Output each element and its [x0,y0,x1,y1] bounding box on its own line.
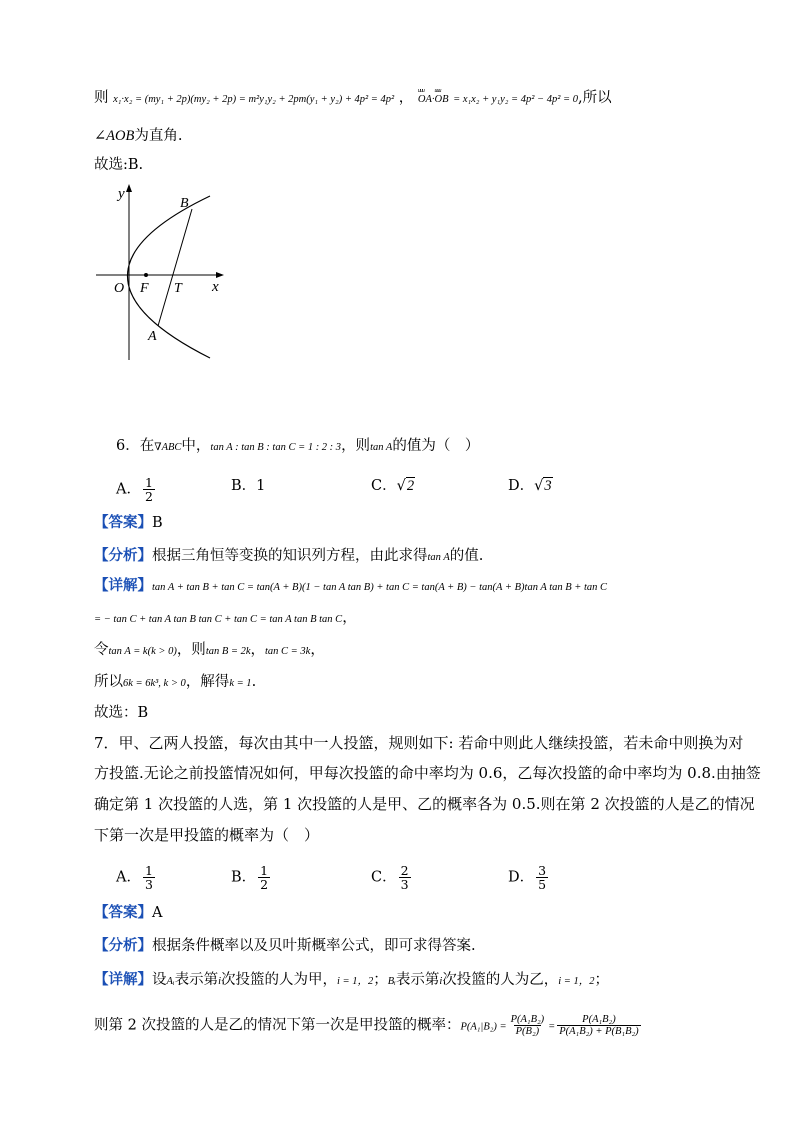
denominator: P(B₂) [515,1026,540,1037]
fraction [536,864,548,891]
text: 次投篮的人为乙， [442,972,559,988]
q6-triangle: ∇ABC [154,442,182,453]
analysis-tag: 【分析】 [94,937,152,954]
choice-label: B． [231,478,257,494]
q6-detail-1 [94,576,607,598]
answer-value: A [152,905,163,921]
answer-tag: 【答案】 [94,904,152,921]
question-6-stem [116,436,479,458]
math-i-range: i = 1，2 [558,976,595,987]
angle-aob: ∠AOB [94,128,135,144]
q7-choice-b [231,864,272,891]
q7-choice-d [508,864,550,891]
q7-text: 下第一次是甲投篮的概率为（ ） [94,826,320,844]
denominator: 5 [538,877,547,892]
fraction [143,476,155,503]
text: 表示第 [395,972,440,988]
q7-detail-2 [94,1014,643,1038]
punct: . [251,674,257,690]
q6-detail-3 [94,640,325,662]
vector-oa: uuu OA [418,90,432,110]
label-b: B [180,196,189,211]
punct: ， [310,642,325,658]
q7-text: 7．甲、乙两人投篮，每次由其中一人投篮，规则如下: 若命中则此人继续投篮，若未命中则换为对 [94,734,744,752]
q6-number: 6．在 [116,438,155,454]
answer-tag: 【答案】 [94,514,152,531]
q7-stem-3 [94,794,755,814]
label-y: y [118,186,125,202]
formula-dot-product: = x₁x₂ + y₁y₂ = 4p² − 4p² = 0 [453,94,578,105]
q6-text: 中， [181,438,211,454]
label-t: T [174,281,182,296]
label-o: O [114,281,125,296]
q7-stem-2 [94,763,761,783]
q7-stem-1 [94,733,743,753]
text-ze: 则 [94,90,109,106]
text: 设 [152,972,167,988]
y-axis-arrow [126,184,132,192]
numerator: P(A₁B₂) [582,1014,616,1025]
math-conditional-prob: P(A₁|B₂) = [460,1021,507,1033]
math-i: i [439,976,443,987]
q7-answer [94,903,162,923]
numerator: P(A₁B₂) [510,1014,545,1025]
radicand: 2 [406,478,415,494]
answer-value: B [152,515,163,531]
text: 次投篮的人为甲， [221,972,337,988]
q6-ratio: tan A : tan B : tan C = 1 : 2 : 3 [210,442,342,453]
math-ai: Aᵢ [166,976,175,987]
chord-ab [158,209,192,326]
numerator: 2 [400,863,409,878]
q6-final [94,703,148,723]
solution-line-2 [94,126,182,146]
punct: ； [594,972,610,988]
x-axis-arrow [216,272,224,278]
sqrt: √2 [396,478,415,494]
parabola-figure [90,180,230,365]
denominator: 2 [260,877,269,892]
numerator: 1 [144,863,153,878]
math-tan-c: tan C = 3k [265,646,311,657]
fraction-1 [509,1014,547,1037]
detail-formula-2: = − tan C + tan A tan B tan C + tan C = tan A tan B tan C [94,614,343,625]
math-i-range: i = 1，2 [337,976,374,987]
numerator: 3 [538,863,547,878]
q7-detail-1 [94,970,609,992]
choice-label: B． [231,869,257,886]
text: 则第 2 次投篮的人是乙的情况下第一次是甲投篮的概率： [94,1017,461,1034]
denominator: 2 [144,489,153,504]
fraction [399,864,411,891]
label-a: A [148,329,157,344]
analysis-text: 根据条件概率以及贝叶斯概率公式，即可求得答案. [152,938,476,954]
text: ，则 [176,642,206,658]
fraction [143,864,155,891]
denominator: 3 [400,877,409,892]
label-x: x [212,279,219,295]
choice-value: 1 [256,478,266,494]
punct: ， [342,610,357,626]
q6-choice-a [116,476,157,503]
equals: = [548,1021,556,1033]
math-equation: 6k = 6k³, k > 0 [123,678,186,689]
q7-choice-c [371,864,413,891]
text: 令 [94,642,109,658]
text-suoyi: ,所以 [577,90,612,106]
q6-text-2: ，则 [341,438,371,454]
q6-choice-c [371,476,415,496]
q6-detail-2 [94,608,357,630]
denominator: P(A₁B₂) + P(B₁B₂) [559,1026,639,1037]
analysis-tag: 【分析】 [94,547,152,564]
q7-text: 方投篮.无论之前投篮情况如何，甲每次投篮的命中率均为 0.6，乙每次投篮的命中率均为 0.8.由抽签 [94,764,761,782]
detail-tag: 【详解】 [94,577,152,594]
text: ，解得 [185,674,230,690]
math-bi: Bᵢ [387,976,396,987]
q6-text-3: 的值为（ ） [392,438,480,454]
text-choose-b: 故选:B. [94,157,144,173]
vector-ob: uuu OB [435,90,449,110]
math-result: k = 1 [229,678,252,689]
math-tan-b: tan B = 2k [205,646,251,657]
q6-analysis [94,546,483,568]
detail-tag: 【详解】 [94,971,152,988]
detail-formula-1: tan A + tan B + tan C = tan(A + B)(1 − tan A tan B) + tan C = tan(A + B) − tan(A + B)tan A tan B + tan C [152,582,608,593]
radicand: 3 [544,478,552,494]
q6-detail-4 [94,672,256,694]
q6-answer [94,513,163,533]
numerator: 1 [260,863,269,878]
separator: ， [398,90,414,106]
solution-line-1 [94,88,612,110]
choice-label: D． [508,869,535,886]
choice-label: A． [116,869,141,886]
q7-analysis [94,936,476,956]
choice-label: C． [371,869,397,886]
focus-point [144,273,148,277]
text-right-angle: 为直角. [134,128,183,144]
analysis-text-2: 的值. [449,548,484,564]
choice-label: A． [116,481,141,498]
math-tan-a: tan A = k(k > 0) [108,646,177,657]
parabola-curve [128,196,211,358]
formula-x1x2: x₁·x₂ = (my₁ + 2p)(my₂ + 2p) = m²y₁y₂ + 2pm(y₁ + y₂) + 4p² = 4p² [113,94,395,105]
q6-target: tan A [370,442,393,453]
q6-choice-b [231,476,265,496]
q7-text: 确定第 1 次投篮的人选，第 1 次投篮的人是甲、乙的概率各为 0.5.则在第 2 次投篮的人是乙的情况 [94,795,755,813]
punct: ； [373,972,388,988]
fraction-2 [557,1014,640,1037]
q6-choice-d [508,476,553,496]
punct: ， [250,642,266,658]
numerator: 1 [144,475,153,490]
sqrt: √3 [534,478,552,494]
solution-answer-line [94,155,143,175]
choice-label: D． [508,478,535,494]
math-i: i [218,976,221,987]
analysis-text: 根据三角恒等变换的知识列方程，由此求得 [152,548,428,564]
text: 所以 [94,674,123,690]
q7-stem-4 [94,825,319,845]
analysis-math: tan A [427,552,450,563]
denominator: 3 [144,877,153,892]
choice-label: C． [371,478,397,494]
fraction [258,864,270,891]
text: 表示第 [174,972,219,988]
final-answer: 故选：B [94,705,149,721]
label-f: F [140,281,149,296]
q7-choice-a [116,864,157,891]
dot-operator: · [431,94,435,105]
